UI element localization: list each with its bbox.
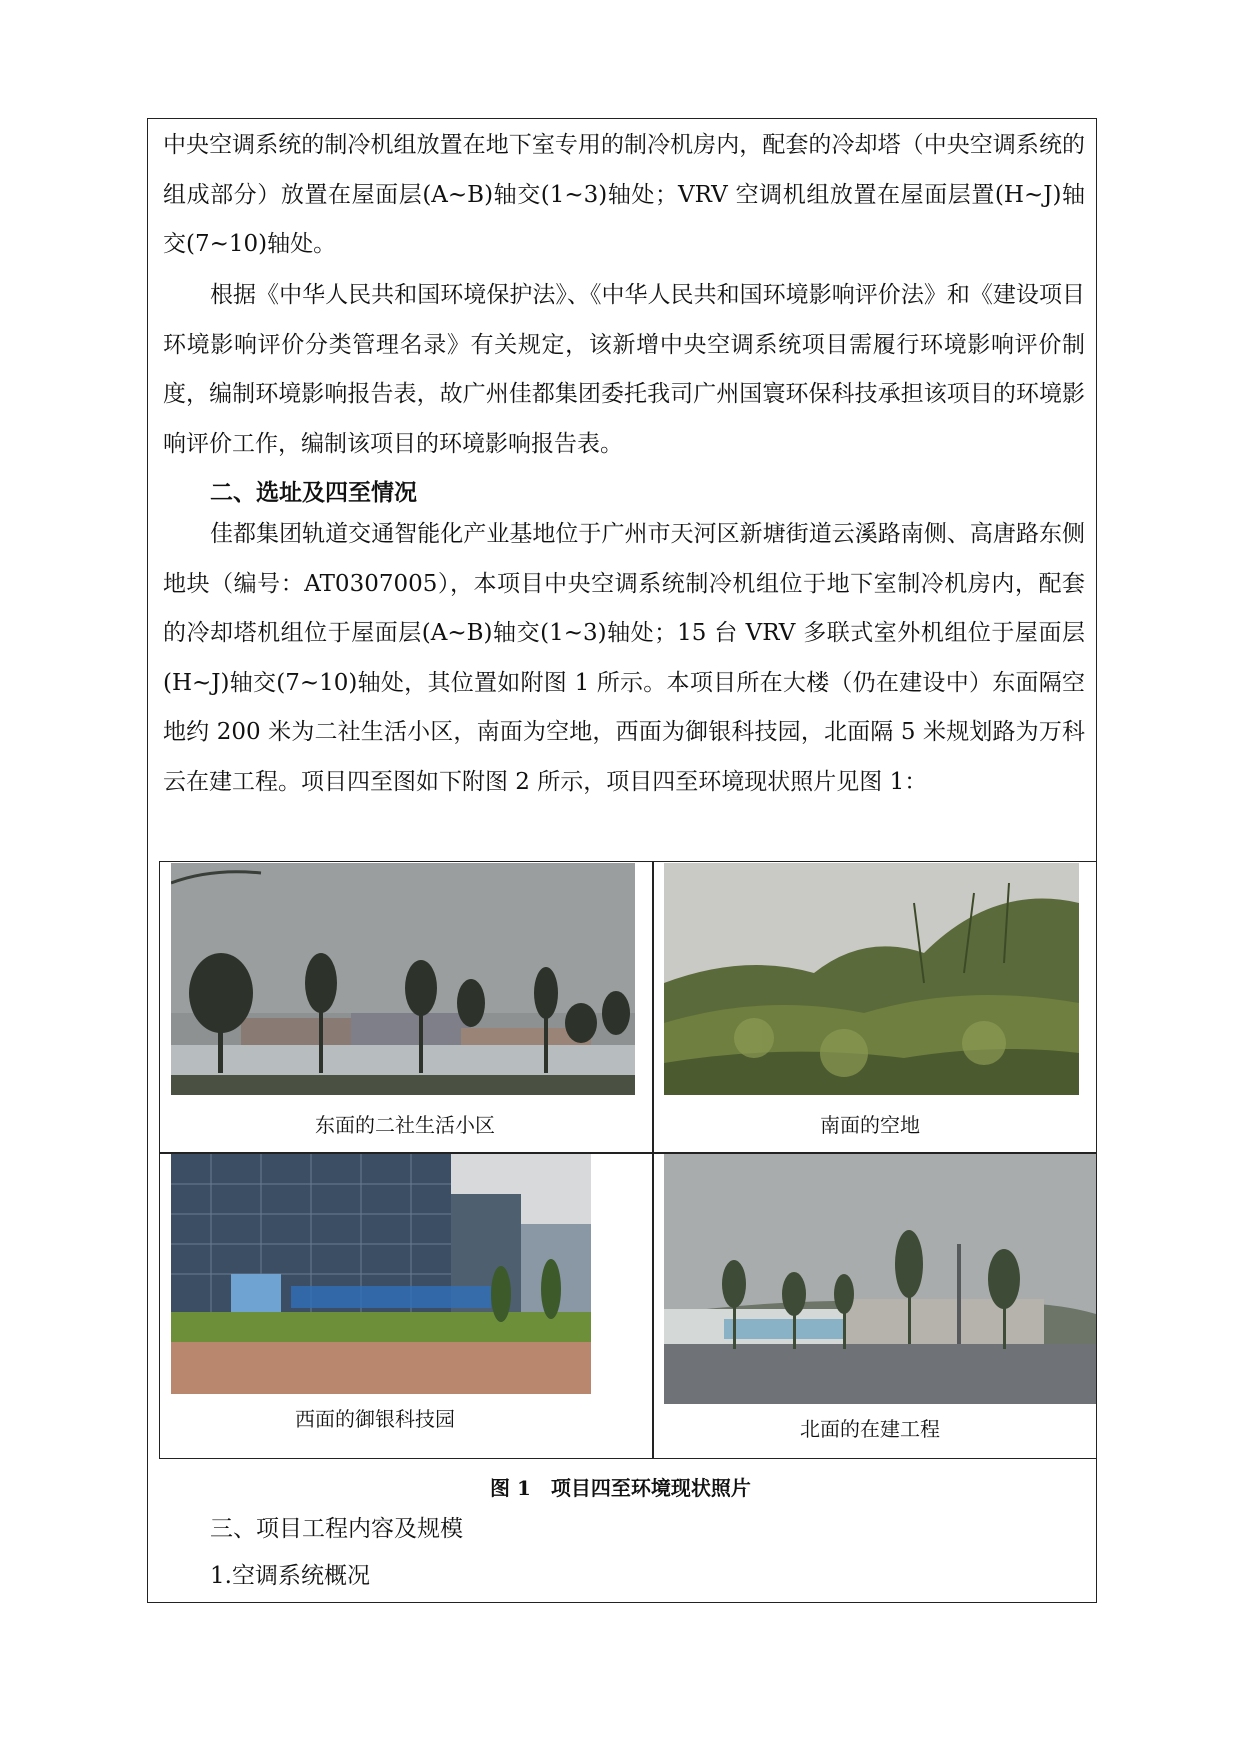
paragraph-legal-basis: 根据《中华人民共和国环境保护法》、《中华人民共和国环境影响评价法》和《建设项目环境影响评价分类管理名录》有关规定，该新增中央空调系统项目需履行环境影响评价制度，编制环境影响报告表，故广州佳都集团委托我司广州国寰环保科技承担该项目的环境影响评价工作，编制该项目的环境影响报告表。 xyxy=(163,282,1085,457)
photo-south-vacant-land xyxy=(664,863,1079,1095)
photo-west-yuyin-park xyxy=(171,1154,591,1394)
subsection-heading-ac-overview: 1.空调系统概况 xyxy=(210,1563,370,1589)
figure-caption: 图 1 项目四至环境现状照片 xyxy=(490,1476,751,1500)
section-heading-site-location: 二、选址及四至情况 xyxy=(210,479,417,506)
paragraph-site-surroundings: 佳都集团轨道交通智能化产业基地位于广州市天河区新塘街道云溪路南侧、高唐路东侧地块（编号：AT0307005），本项目中央空调系统制冷机组位于地下室制冷机房内，配套的冷却塔机组位于屋面层(A~B)轴交(1~3)轴处；15 台 VRV 多联式室外机组位于屋面层(H~J)轴交(7~10)轴处，其位置如附图 1 所示。本项目所在大楼（仍在建设中）东面隔空地约 200 米为二社生活小区，南面为空地，西面为御银科技园，北面隔 5 米规划路为万科云在建工程。项目四至图如下附图 2 所示，项目四至环境现状照片见图 1： xyxy=(163,521,1085,795)
caption-north: 北面的在建工程 xyxy=(800,1417,940,1441)
photo-north-construction xyxy=(664,1154,1096,1404)
photo-grid xyxy=(159,861,1097,1459)
caption-east: 东面的二社生活小区 xyxy=(315,1113,495,1137)
grid-divider-vertical xyxy=(652,862,654,1458)
paragraph-cooling-equipment: 中央空调系统的制冷机组放置在地下室专用的制冷机房内，配套的冷却塔（中央空调系统的组成部分）放置在屋面层(A~B)轴交(1~3)轴处；VRV 空调机组放置在屋面层置(H~J)轴交(7~10)轴处。 xyxy=(163,132,1085,257)
caption-west: 西面的御银科技园 xyxy=(295,1407,455,1431)
photo-east-residential xyxy=(171,863,635,1095)
section-heading-project-scope: 三、项目工程内容及规模 xyxy=(210,1516,463,1542)
caption-south: 南面的空地 xyxy=(820,1113,920,1137)
